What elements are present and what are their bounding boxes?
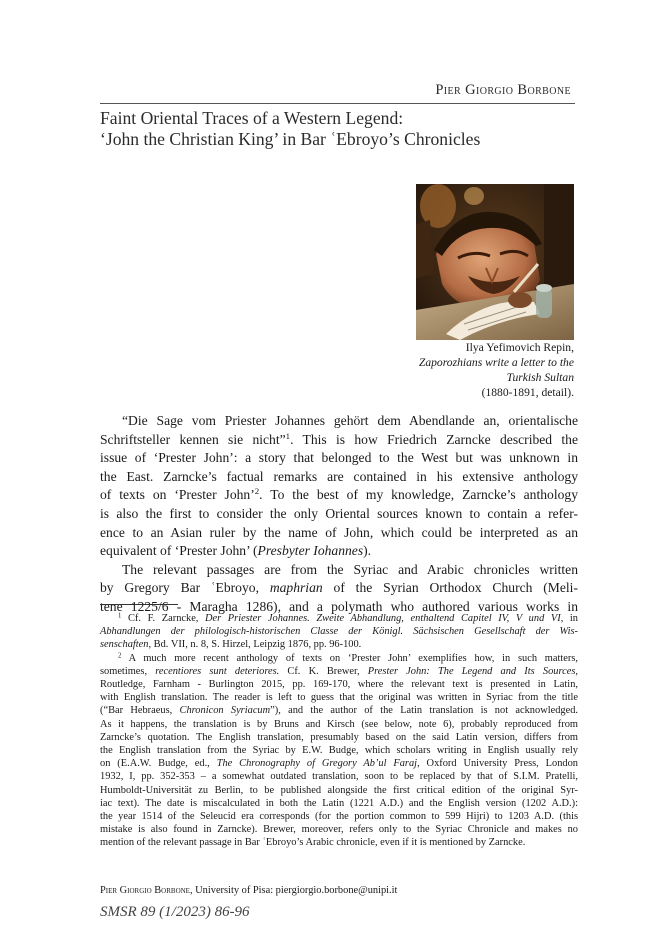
figure-caption xyxy=(374,340,574,400)
text-segment-italic: Prester John: The Legend and Its Sources xyxy=(367,665,576,677)
text-segment-italic: Presbyter Iohannes xyxy=(257,543,364,559)
text-segment: , Oxford University Press, London xyxy=(417,758,578,770)
text-segment: , xyxy=(575,665,578,677)
caption-artist: Ilya Yefimovich Repin, xyxy=(465,341,574,354)
affiliation-text: , University of Pisa: piergiorgio.borbone@unipi.it xyxy=(189,885,398,896)
affiliation-author: Pier Giorgio Borbone xyxy=(100,885,190,896)
text-segment: of texts on ‘Prester John’ xyxy=(100,487,255,503)
footnotes xyxy=(100,612,578,850)
footnote-line: iac text). The date is miscalculated in both the Latin (1221 A.D.) and the English version (1202 A.D.): xyxy=(100,797,578,809)
footnote-line: the year 1514 of the Seleucid era corresponds (for the portion common to 599 Hijri) to 1203 A.D. (this xyxy=(100,811,578,823)
footnote-ref-1[interactable]: 1 xyxy=(285,430,291,441)
footnote-2 xyxy=(100,652,578,850)
text-segment: . To the best of my knowledge, Zarncke’s anthology xyxy=(259,487,579,503)
body-line: tene 1225/6 - Maragha 1286), and a polymath who authored various works in xyxy=(100,598,578,614)
text-segment: . This is how Friedrich Zarncke described the xyxy=(290,431,578,447)
body-line xyxy=(100,431,578,450)
text-segment-italic: The Chronography of Gregory Ab’ul Faraj xyxy=(216,758,418,770)
text-segment: sometimes, xyxy=(100,665,156,677)
footnote-line: Abhandlungen der philologisch-historischen Classe der Königl. Sächsischen Gesellschaft der Wis- xyxy=(100,626,578,638)
caption-title-line-1: Zaporozhians write a letter to the xyxy=(418,356,574,369)
text-segment: ). xyxy=(363,543,372,559)
footnote-line xyxy=(100,757,578,770)
text-segment: , Bd. VII, n. 8, S. Hirzel, Leipzig 1876, pp. 96-100. xyxy=(148,639,362,651)
body-line: the East. Zarncke’s factual remarks are contained in his extensive anthology xyxy=(100,468,578,484)
text-segment-italic: Chronicon Syriacum xyxy=(179,705,271,717)
body-line: “Die Sage vom Priester Johannes gehört dem Abendlande an, orientalische xyxy=(122,413,578,428)
text-segment-italic: recentiores sunt deteriores. xyxy=(155,665,280,677)
running-head-author: Pier Giorgio Borbone xyxy=(435,82,571,98)
journal-citation: SMSR 89 (1/2023) 86-96 xyxy=(100,904,250,920)
footnote-mark-2: 2 xyxy=(118,651,122,659)
body-line: ence to an Asian ruler by the name of John, which could be interpreted as an xyxy=(100,524,578,540)
footnote-line: Zarncke’s quotation. The English translation, presumably based on the said Latin version, differs from xyxy=(100,731,578,743)
footnote-ref-2[interactable]: 2 xyxy=(254,486,260,497)
text-segment: A much more recent anthology of texts on ‘Prester John’ exemplifies how, in such matters, xyxy=(128,652,578,664)
paragraph-1 xyxy=(100,412,578,561)
text-segment: on (E.A.W. Budge, ed., xyxy=(100,758,217,770)
painting-illustration xyxy=(416,184,574,340)
footnote-line: Routledge, Farnham - Burlington 2015, pp. 169-170, where the relevant text is presented in Latin, xyxy=(100,679,578,691)
footnote-line: 1932, I, pp. 352-353 – a somewhat outdated translation, soon to be replaced by that of S.I.M. Pratelli, xyxy=(100,771,578,783)
author-affiliation xyxy=(100,885,397,896)
text-segment: , in xyxy=(560,613,578,624)
body-line xyxy=(100,579,578,598)
footnote-line xyxy=(100,704,578,717)
footnote-line: mistake is also found in Zarncke). Brewer, moreover, refers only to the Syriac Chronicle and makes no xyxy=(100,824,578,836)
footnote-separator xyxy=(100,604,178,605)
article-title xyxy=(100,108,580,150)
footnote-1 xyxy=(100,612,578,652)
footnote-mark-1: 1 xyxy=(118,612,122,620)
body-line: issue of ‘Prester John’: a story that belonged to the West but was unknown in xyxy=(100,450,578,466)
caption-title-line-2: Turkish Sultan xyxy=(506,371,574,384)
caption-date: (1880-1891, detail). xyxy=(481,386,574,399)
text-segment-italic: Der Priester Johannes. Zweite Abhandlung, enthaltend Capitel IV, V und VI xyxy=(205,613,561,624)
title-line-2: ‘John the Christian King’ in Bar ʿEbroyo’s Chronicles xyxy=(100,129,481,149)
header-rule xyxy=(100,103,575,104)
text-segment: by Gregory Bar ʿEbroyo, xyxy=(100,580,270,596)
text-segment: (“Bar Hebraeus, xyxy=(100,705,180,717)
footnote-line: the English translation from the Syriac by E.W. Budge, which scholars writing in English usually rely xyxy=(100,745,578,757)
text-segment: of the Syrian Orthodox Church (Meli- xyxy=(322,580,578,596)
body-line xyxy=(100,486,578,505)
text-segment: equivalent of ‘Prester John’ ( xyxy=(100,543,258,559)
text-segment: ”), and the author of the Latin translation is not acknowledged. xyxy=(270,705,578,717)
body-line: The relevant passages are from the Syriac and Arabic chronicles written xyxy=(122,561,578,577)
text-segment-italic: maphrian xyxy=(269,580,323,596)
footnote-line: with English translation. The reader is left to guess that the original was written in Syriac from the title xyxy=(100,692,578,704)
body-line xyxy=(100,542,578,561)
footnote-line: As it happens, the translation is by Bruns and Kirsch (see below, note 6), probably reproduced from xyxy=(100,718,578,730)
painting-detail-image xyxy=(416,184,574,340)
body-line: is also the first to consider the only Oriental sources known to contain a refer- xyxy=(100,505,578,521)
text-segment: Schriftsteller kennen sie nicht” xyxy=(100,431,286,447)
text-segment-italic: senschaften xyxy=(100,639,149,651)
footnote-line: mention of the relevant passage in Bar ʿEbroyo’s Arabic chronicle, even if it is mentioned by Zarncke. xyxy=(100,837,526,849)
footnote-line: Humboldt-Universität zu Berlin, to be published alongside the first critical edition of the original Syr- xyxy=(100,784,578,796)
title-line-1: Faint Oriental Traces of a Western Legend: xyxy=(100,108,404,128)
text-segment: Cf. F. Zarncke, xyxy=(128,613,206,624)
footnote-line xyxy=(100,652,578,665)
footnote-line xyxy=(100,612,578,625)
text-segment: Cf. K. Brewer, xyxy=(279,665,368,677)
footnote-line xyxy=(100,665,578,678)
footnote-line xyxy=(100,638,578,651)
